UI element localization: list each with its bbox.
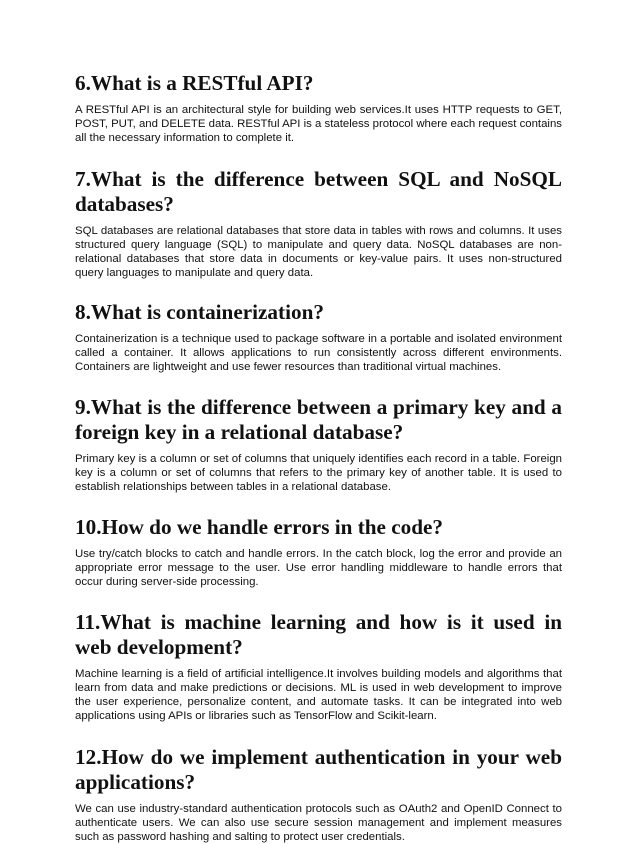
question-9 [75,395,562,494]
question-10-answer: Use try/catch blocks to catch and handle errors. In the catch block, log the error and provide an appropriate error message to the user. Use error handling middleware to handle errors that occur during server-side processing. [75,548,562,588]
question-11-answer: Machine learning is a field of artificial intelligence.It involves building models and algorithms that learn from data and make predictions or decisions. ML is used in web development to improve the user experience, personalize content, and automate tasks. It can be integrated into web applications using APIs or libraries such as TensorFlow and Scikit-learn. [75,668,562,722]
question-7 [75,167,562,280]
question-10-heading: 10.How do we handle errors in the code? [75,515,444,539]
question-9-heading: 9.What is the difference between a primary key and a foreign key in a relational database? [75,395,562,444]
document-content [75,71,562,844]
question-8-heading: 8.What is containerization? [75,300,324,324]
question-8-answer: Containerization is a technique used to package software in a portable and isolated environment called a container. It allows applications to run consistently across different environments. Containers are lightweight and use fewer resources than traditional virtual machines. [75,333,562,373]
question-9-answer: Primary key is a column or set of columns that uniquely identifies each record in a table. Foreign key is a column or set of columns that refers to the primary key of another table. It is used to establish relationships between tables in a relational database. [75,453,562,493]
question-12-answer: We can use industry-standard authentication protocols such as OAuth2 and OpenID Connect to authenticate users. We can also use secure session management and implement measures such as password hashing and salting to protect user credentials. [75,803,562,843]
question-12-heading: 12.How do we implement authentication in your web applications? [75,745,562,794]
question-11 [75,610,562,723]
question-12 [75,745,562,844]
question-6 [75,71,562,145]
question-6-answer: A RESTful API is an architectural style for building web services.It uses HTTP requests to GET, POST, PUT, and DELETE data. RESTful API is a stateless protocol where each request contains all the necessary information to complete it. [75,104,562,144]
question-10 [75,515,562,589]
question-7-heading: 7.What is the difference between SQL and NoSQL databases? [75,167,562,216]
question-6-heading: 6.What is a RESTful API? [75,71,314,95]
question-7-answer: SQL databases are relational databases that store data in tables with rows and columns. It uses structured query language (SQL) to manipulate and query data. NoSQL databases are non-relational databases that store data in documents or key-value pairs. It uses non-structured query languages to manipulate and query data. [75,225,562,279]
question-8 [75,300,562,374]
question-11-heading: 11.What is machine learning and how is it used in web development? [75,610,562,659]
